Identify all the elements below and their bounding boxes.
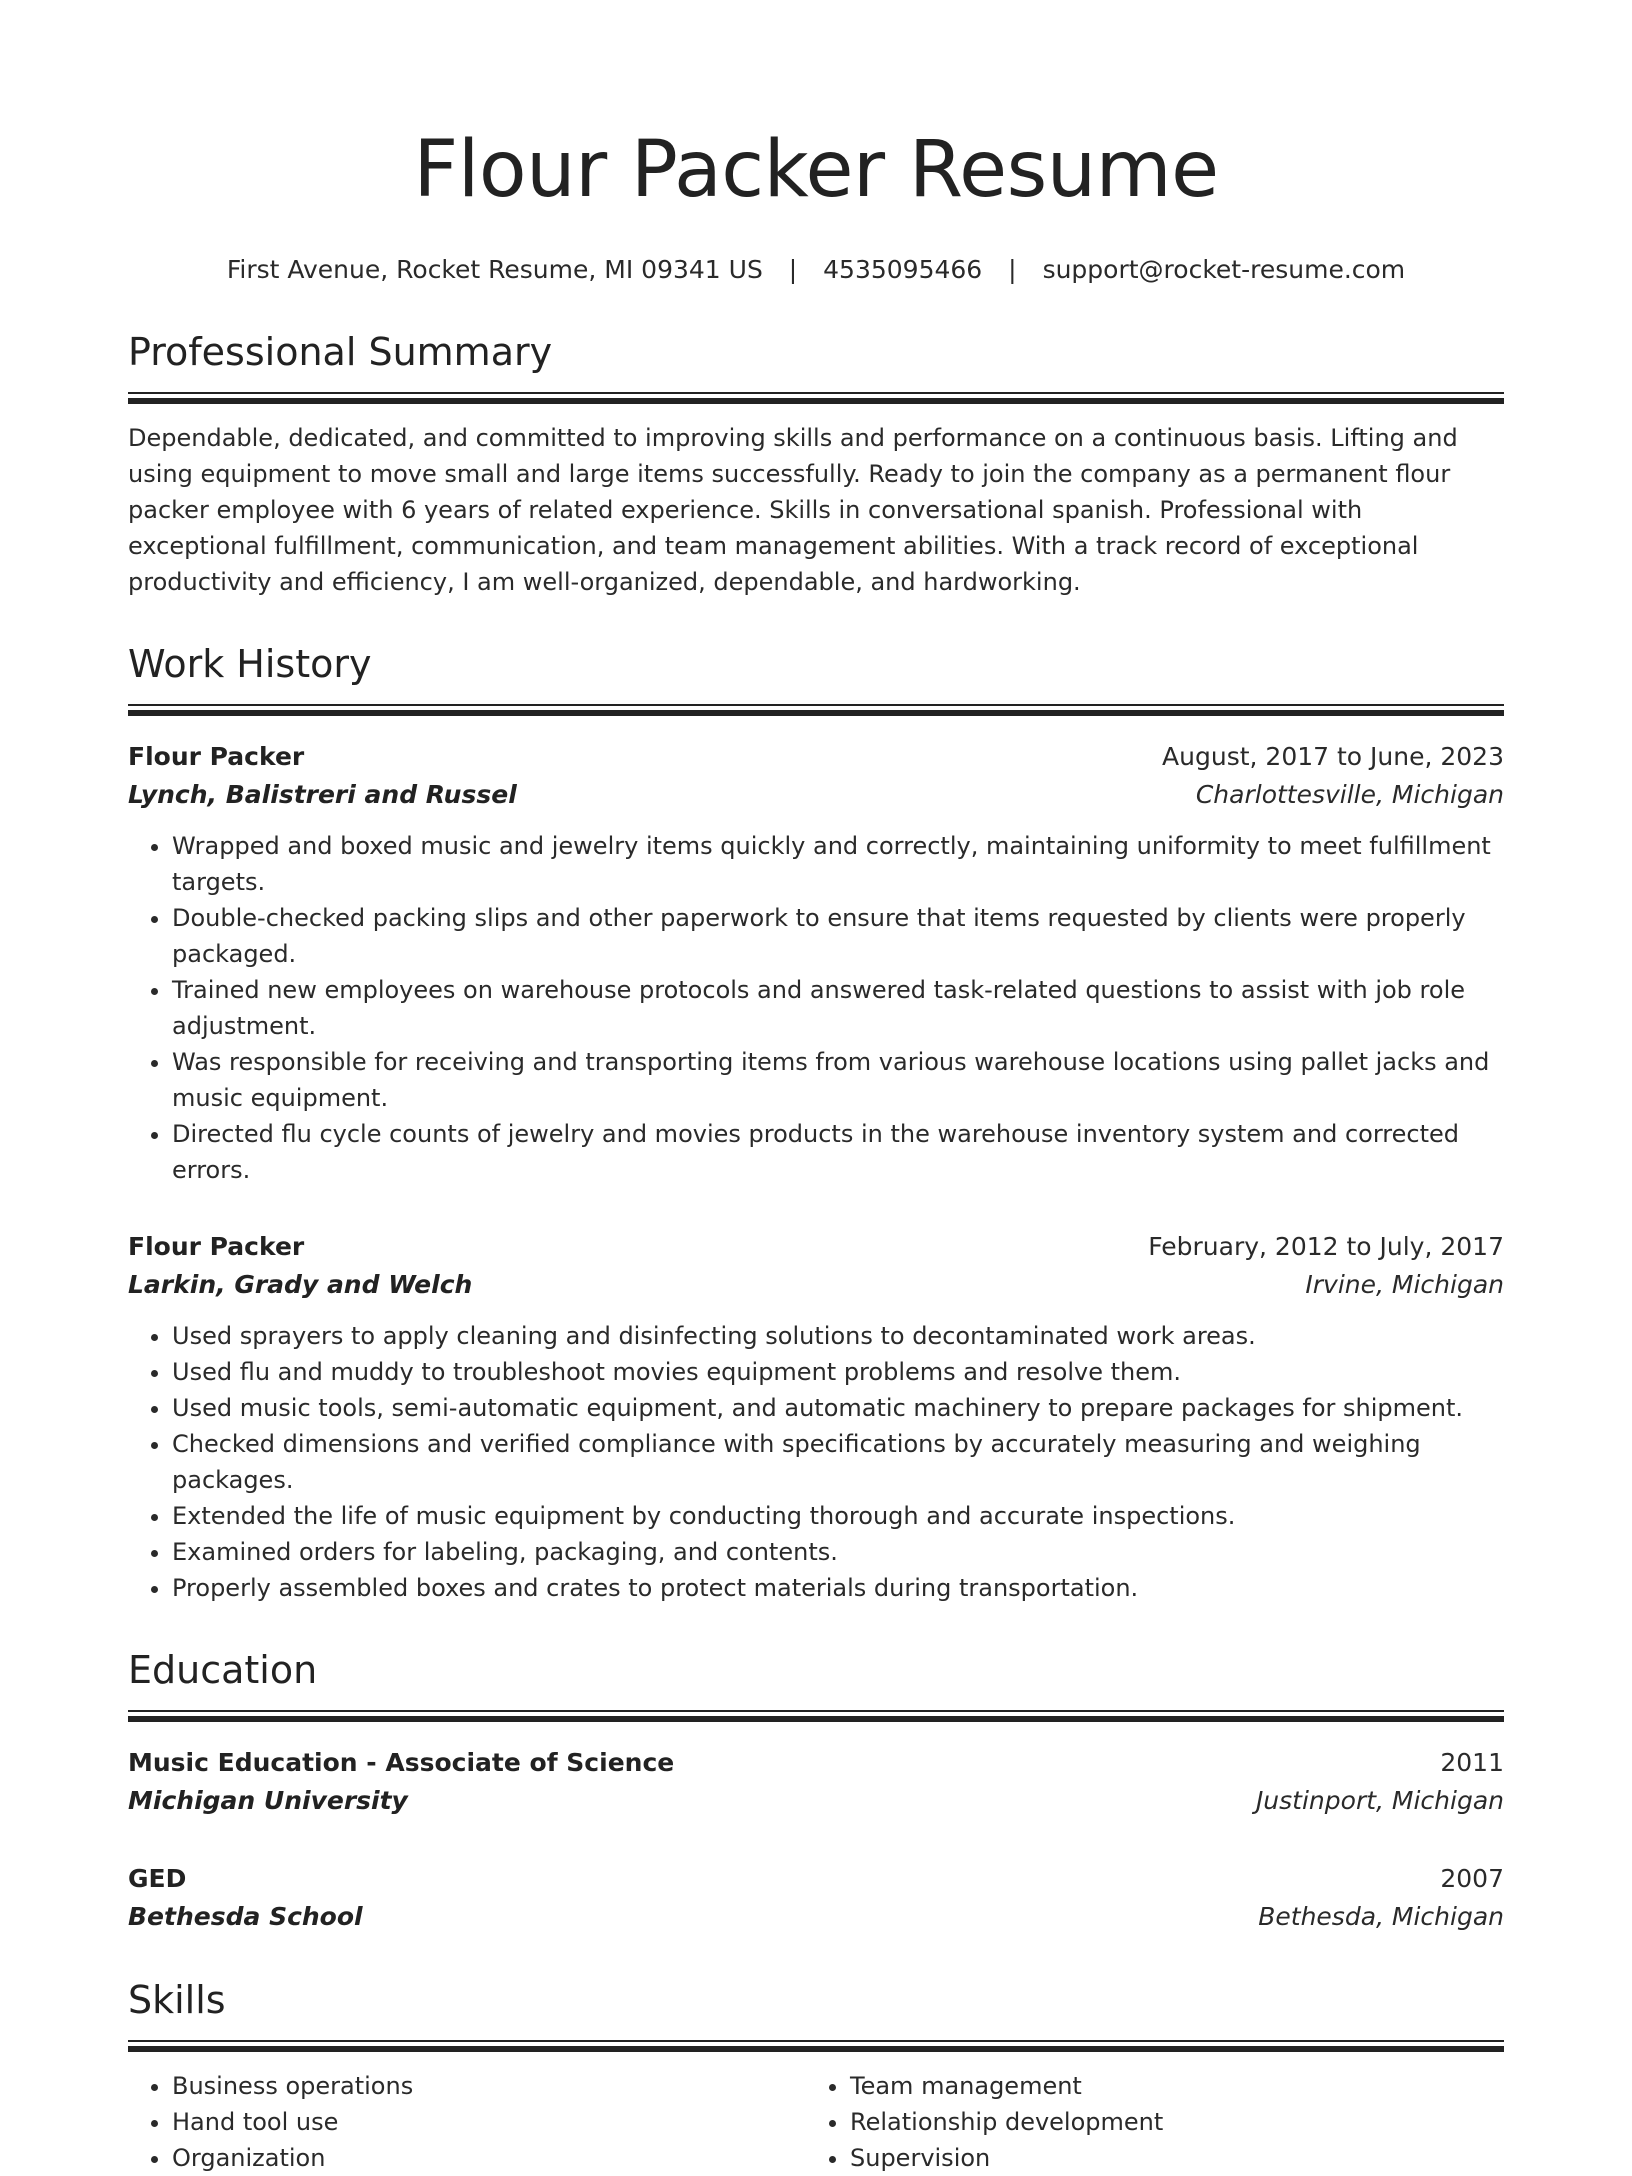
education-year: 2011: [1440, 1748, 1504, 1777]
job-subheader: [128, 1266, 1504, 1304]
skill-item: • Supervision: [850, 2140, 1484, 2176]
skill-item: • Business operations: [172, 2068, 806, 2104]
section-divider: [128, 2040, 1504, 2042]
list-item: • Examined orders for labeling, packaging, and contents.: [172, 1534, 1504, 1570]
resume-page: [128, 120, 1504, 2176]
section-divider: [128, 704, 1504, 706]
skill-item: • Hand tool use: [172, 2104, 806, 2140]
list-item: • Extended the life of music equipment by conducting thorough and accurate inspections.: [172, 1498, 1504, 1534]
section-heading: Skills: [128, 1978, 226, 2022]
job-header: [128, 1228, 1504, 1266]
education-entry: [128, 1860, 1504, 1936]
list-item: • Directed flu cycle counts of jewelry and movies products in the warehouse inventory system and corrected errors.: [172, 1116, 1504, 1188]
job-dates: February, 2012 to July, 2017: [1148, 1232, 1504, 1261]
list-item: • Properly assembled boxes and crates to protect materials during transportation.: [172, 1570, 1504, 1606]
skill-item: • Team management: [850, 2068, 1484, 2104]
section-work-history: [128, 640, 1504, 1606]
education-school: Bethesda School: [128, 1902, 363, 1931]
list-item: • Was responsible for receiving and transporting items from various warehouse locations using pallet jacks and music equipment.: [172, 1044, 1504, 1116]
skill-item: • Relationship development: [850, 2104, 1484, 2140]
skills-grid: [128, 2068, 1504, 2176]
job-header: [128, 738, 1504, 776]
resume-title: Flour Packer Resume: [413, 125, 1219, 215]
job-location: Irvine, Michigan: [1305, 1270, 1504, 1299]
section-divider: [128, 710, 1504, 716]
section-divider: [128, 398, 1504, 404]
contact-address: First Avenue, Rocket Resume, MI 09341 US: [226, 255, 763, 284]
list-item: • Wrapped and boxed music and jewelry items quickly and correctly, maintaining uniformity to meet fulfillment targets.: [172, 828, 1504, 900]
job-company: Lynch, Balistreri and Russel: [128, 780, 517, 809]
job-title: Flour Packer: [128, 742, 305, 771]
job-entry: [128, 1228, 1504, 1606]
job-dates: August, 2017 to June, 2023: [1162, 742, 1504, 771]
job-entry: [128, 738, 1504, 1188]
section-skills: [128, 1976, 1504, 2176]
job-duties-list: [128, 1318, 1504, 1606]
education-location: Justinport, Michigan: [1255, 1786, 1504, 1815]
list-item: • Checked dimensions and verified compliance with specifications by accurately measuring and weighing packages.: [172, 1426, 1504, 1498]
education-location: Bethesda, Michigan: [1258, 1902, 1504, 1931]
education-degree: Music Education - Associate of Science: [128, 1748, 675, 1777]
summary-text: Dependable, dedicated, and committed to improving skills and performance on a continuous basis. Lifting and using equipment to move small and large items successfully. Ready to join the company as a permanent flour packer employee with 6 years of related experience. Skills in conversational spanish. Professional with exceptional fulfillment, communication, and team management abilities. With a track record of exceptional productivity and efficiency, I am well-organized, dependable, and hardworking.: [128, 424, 1458, 596]
section-education: [128, 1646, 1504, 1936]
job-title: Flour Packer: [128, 1232, 305, 1261]
education-header: [128, 1860, 1504, 1898]
job-company: Larkin, Grady and Welch: [128, 1270, 473, 1299]
list-item: • Used flu and muddy to troubleshoot movies equipment problems and resolve them.: [172, 1354, 1504, 1390]
section-heading: Education: [128, 1648, 318, 1692]
contact-separator: |: [788, 255, 798, 284]
list-item: • Trained new employees on warehouse protocols and answered task-related questions to assist with job role adjustment.: [172, 972, 1504, 1044]
education-entry: [128, 1744, 1504, 1820]
education-degree: GED: [128, 1864, 187, 1893]
job-location: Charlottesville, Michigan: [1195, 780, 1504, 809]
education-year: 2007: [1440, 1864, 1504, 1893]
education-header: [128, 1744, 1504, 1782]
contact-separator: |: [1008, 255, 1017, 284]
section-heading: Work History: [128, 642, 372, 686]
contact-phone: 4535095466: [823, 255, 983, 284]
list-item: • Used music tools, semi-automatic equipment, and automatic machinery to prepare packages for shipment.: [172, 1390, 1504, 1426]
list-item: • Used sprayers to apply cleaning and disinfecting solutions to decontaminated work areas.: [172, 1318, 1504, 1354]
section-divider: [128, 392, 1504, 394]
section-summary: [128, 328, 1504, 600]
section-divider: [128, 2046, 1504, 2052]
section-heading: Professional Summary: [128, 330, 553, 374]
skill-item: • Organization: [172, 2140, 806, 2176]
education-school: Michigan University: [128, 1786, 408, 1815]
contact-line: [128, 252, 1504, 288]
job-duties-list: [128, 828, 1504, 1188]
education-subheader: [128, 1898, 1504, 1936]
job-subheader: [128, 776, 1504, 814]
section-divider: [128, 1710, 1504, 1712]
skills-column-right: [806, 2068, 1484, 2176]
education-subheader: [128, 1782, 1504, 1820]
contact-email: support@rocket-resume.com: [1042, 255, 1406, 284]
list-item: • Double-checked packing slips and other paperwork to ensure that items requested by clients were properly packaged.: [172, 900, 1504, 972]
section-divider: [128, 1716, 1504, 1722]
skills-column-left: [128, 2068, 806, 2176]
